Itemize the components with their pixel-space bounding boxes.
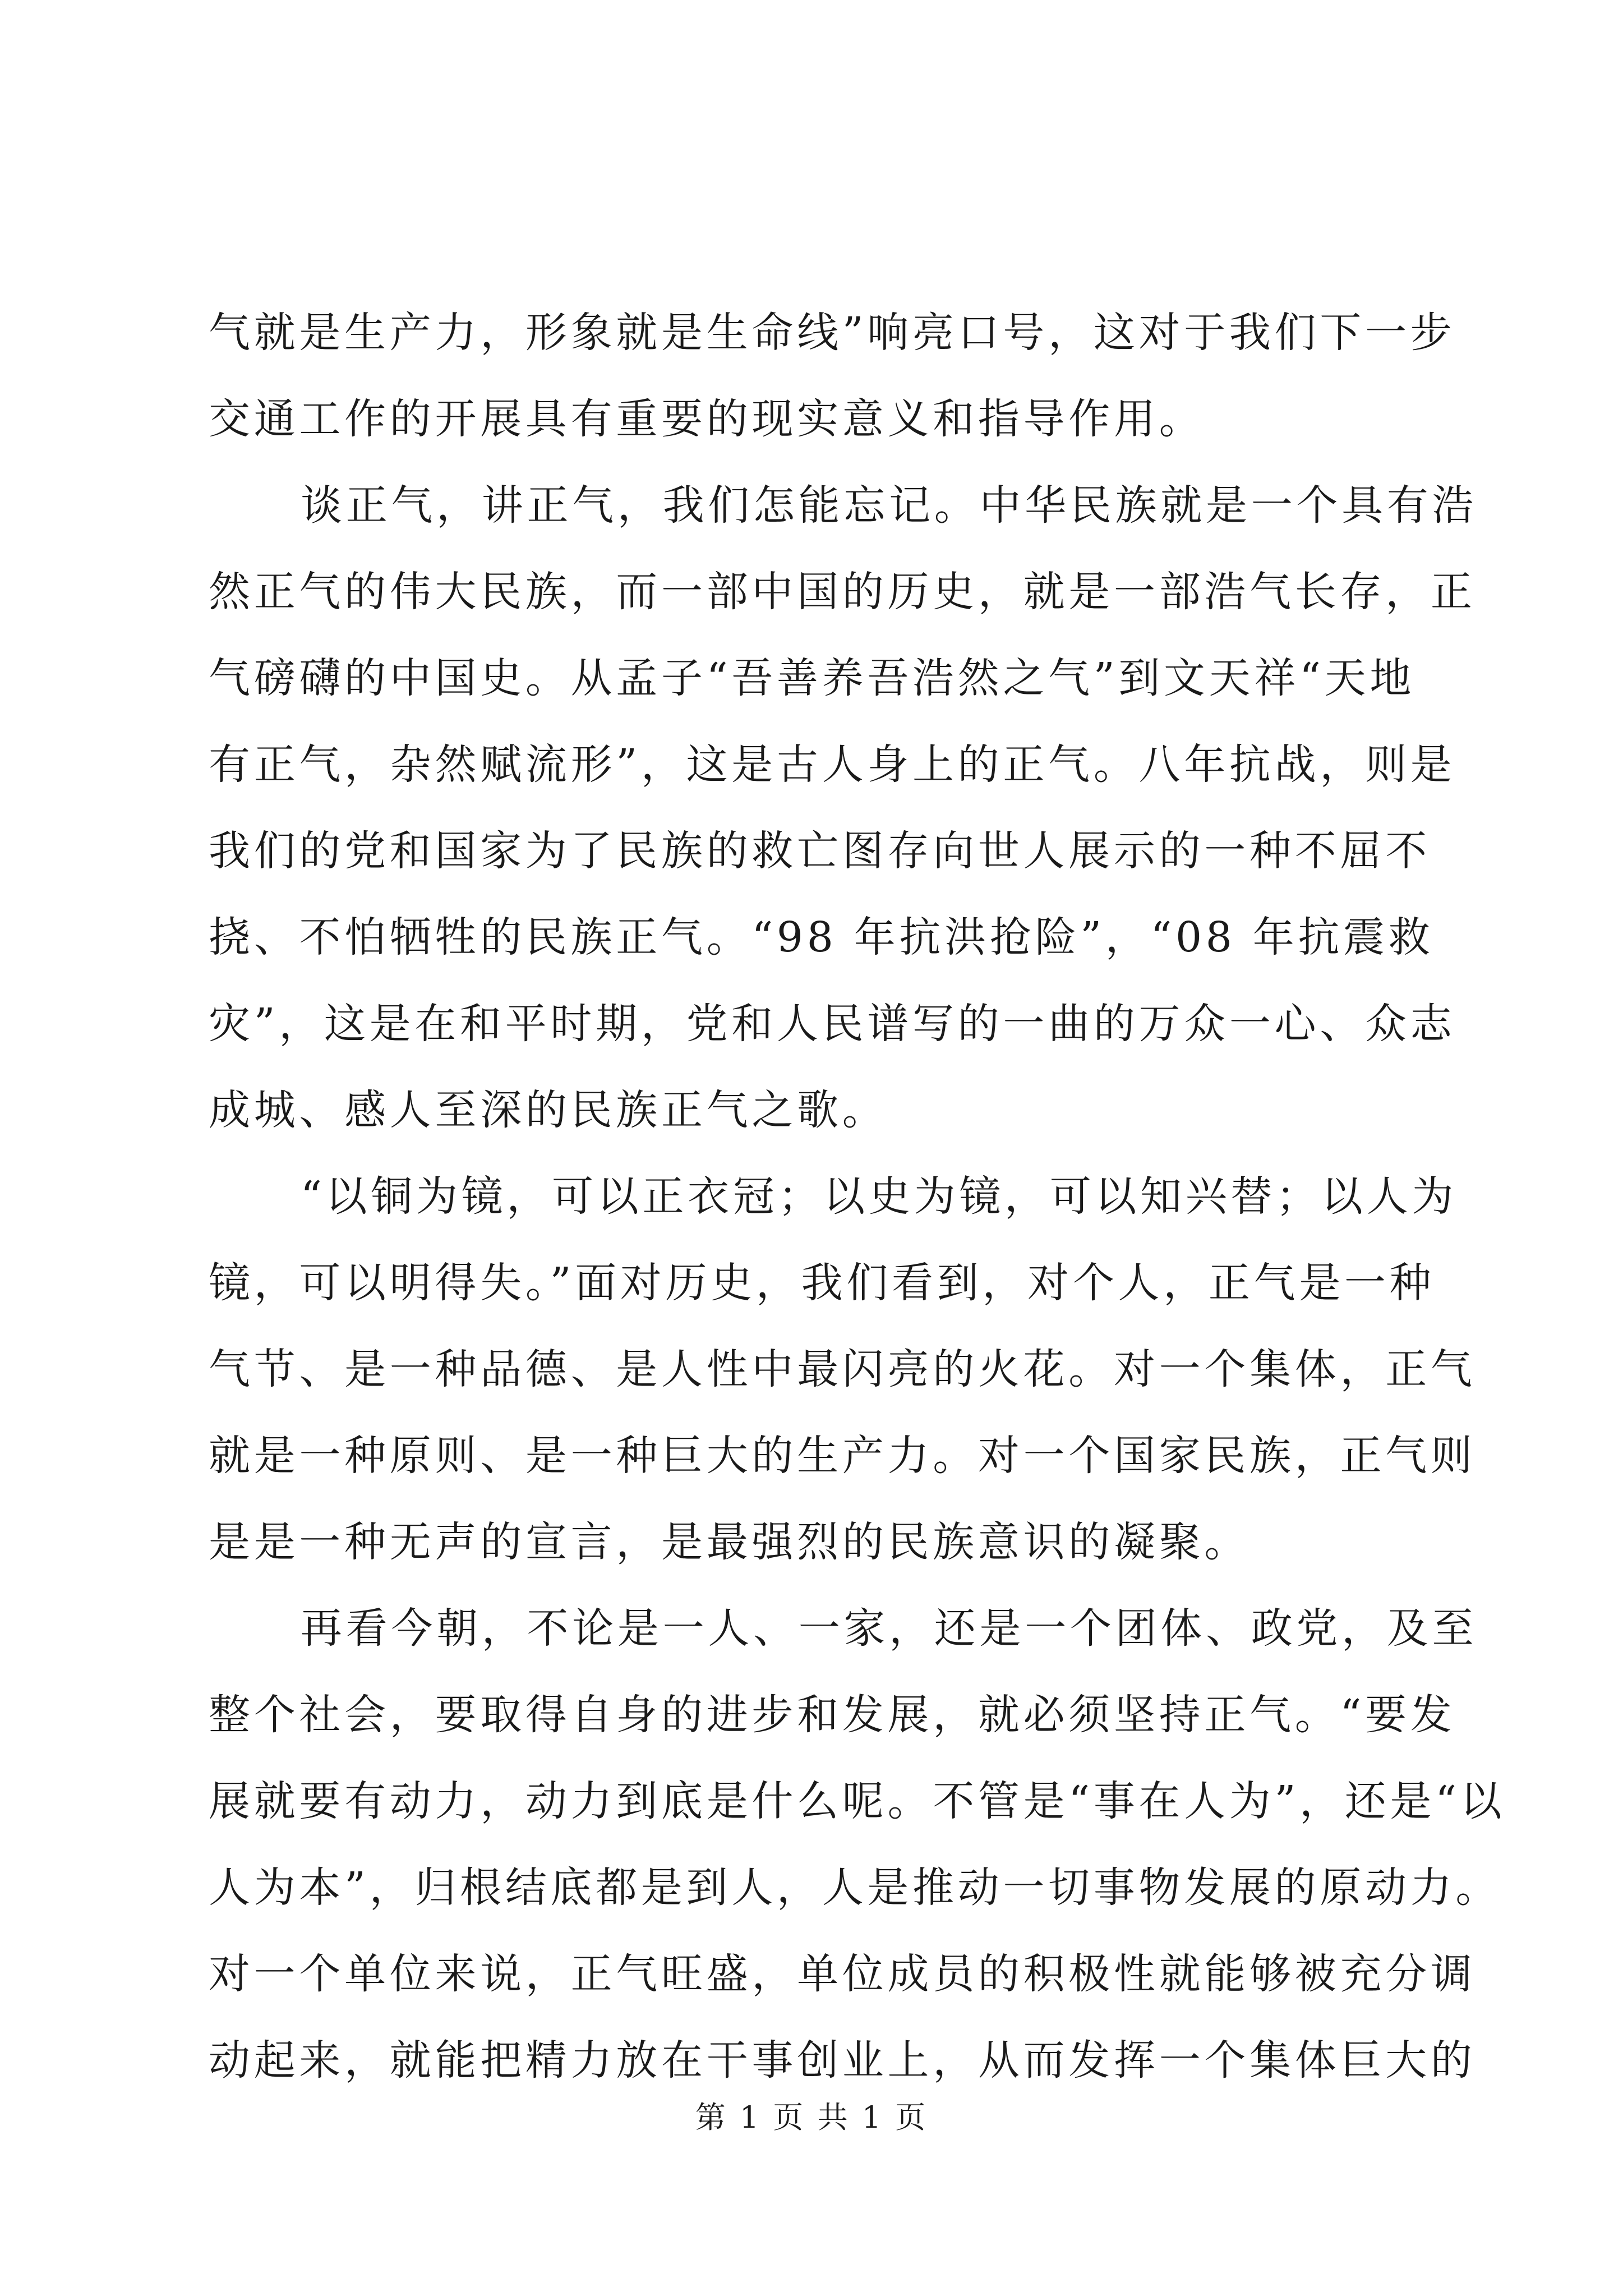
text-line: 我们的党和国家为了民族的救亡图存向世人展示的一种不屈不 [209,827,1431,875]
text-line: 气磅礴的中国史。从孟子“吾善养吾浩然之气”到文天祥“天地 [209,654,1415,702]
text-line: 动起来，就能把精力放在干事创业上，从而发挥一个集体巨大的 [209,2036,1476,2085]
text-line: 成城、感人至深的民族正气之歌。 [209,1086,888,1134]
text-line: 镜，可以明得失。”面对历史，我们看到，对个人，正气是一种 [209,1259,1435,1307]
text-line: 气节、是一种品德、是人性中最闪亮的火花。对一个集体，正气 [209,1345,1476,1393]
text-line: 对一个单位来说，正气旺盛，单位成员的积极性就能够被充分调 [209,1950,1476,1998]
text-line: 有正气，杂然赋流形”，这是古人身上的正气。八年抗战，则是 [209,740,1456,789]
text-line: 人为本”，归根结底都是到人，人是推动一切事物发展的原动力。 [209,1864,1501,1912]
text-line: 整个社会，要取得自身的进步和发展，就必须坚持正气。“要发 [209,1691,1456,1739]
text-line: 气就是生产力，形象就是生命线”响亮口号，这对于我们下一步 [209,309,1456,357]
text-line: 灾”，这是在和平时期，党和人民谱写的一曲的万众一心、众志 [209,1000,1456,1048]
text-line: 再看今朝，不论是一人、一家，还是一个团体、政党，及至 [301,1604,1478,1653]
text-line: 就是一种原则、是一种巨大的生产力。对一个国家民族，正气则 [209,1432,1476,1480]
text-line: 谈正气，讲正气，我们怎能忘记。中华民族就是一个具有浩 [301,481,1478,530]
text-line: “以铜为镜，可以正衣冠；以史为镜，可以知兴替；以人为 [301,1172,1458,1221]
text-line: 交通工作的开展具有重要的现实意义和指导作用。 [209,395,1205,443]
text-line: 然正气的伟大民族，而一部中国的历史，就是一部浩气长存，正 [209,568,1476,616]
text-line: 是是一种无声的宣言，是最强烈的民族意识的凝聚。 [209,1518,1250,1566]
text-line: 展就要有动力，动力到底是什么呢。不管是“事在人为”，还是“以 [209,1777,1506,1825]
page-number-footer: 第 1 页 共 1 页 [695,2100,928,2135]
text-line: 挠、不怕牺牲的民族正气。“98 年抗洪抢险”，“08 年抗震救 [209,913,1434,961]
